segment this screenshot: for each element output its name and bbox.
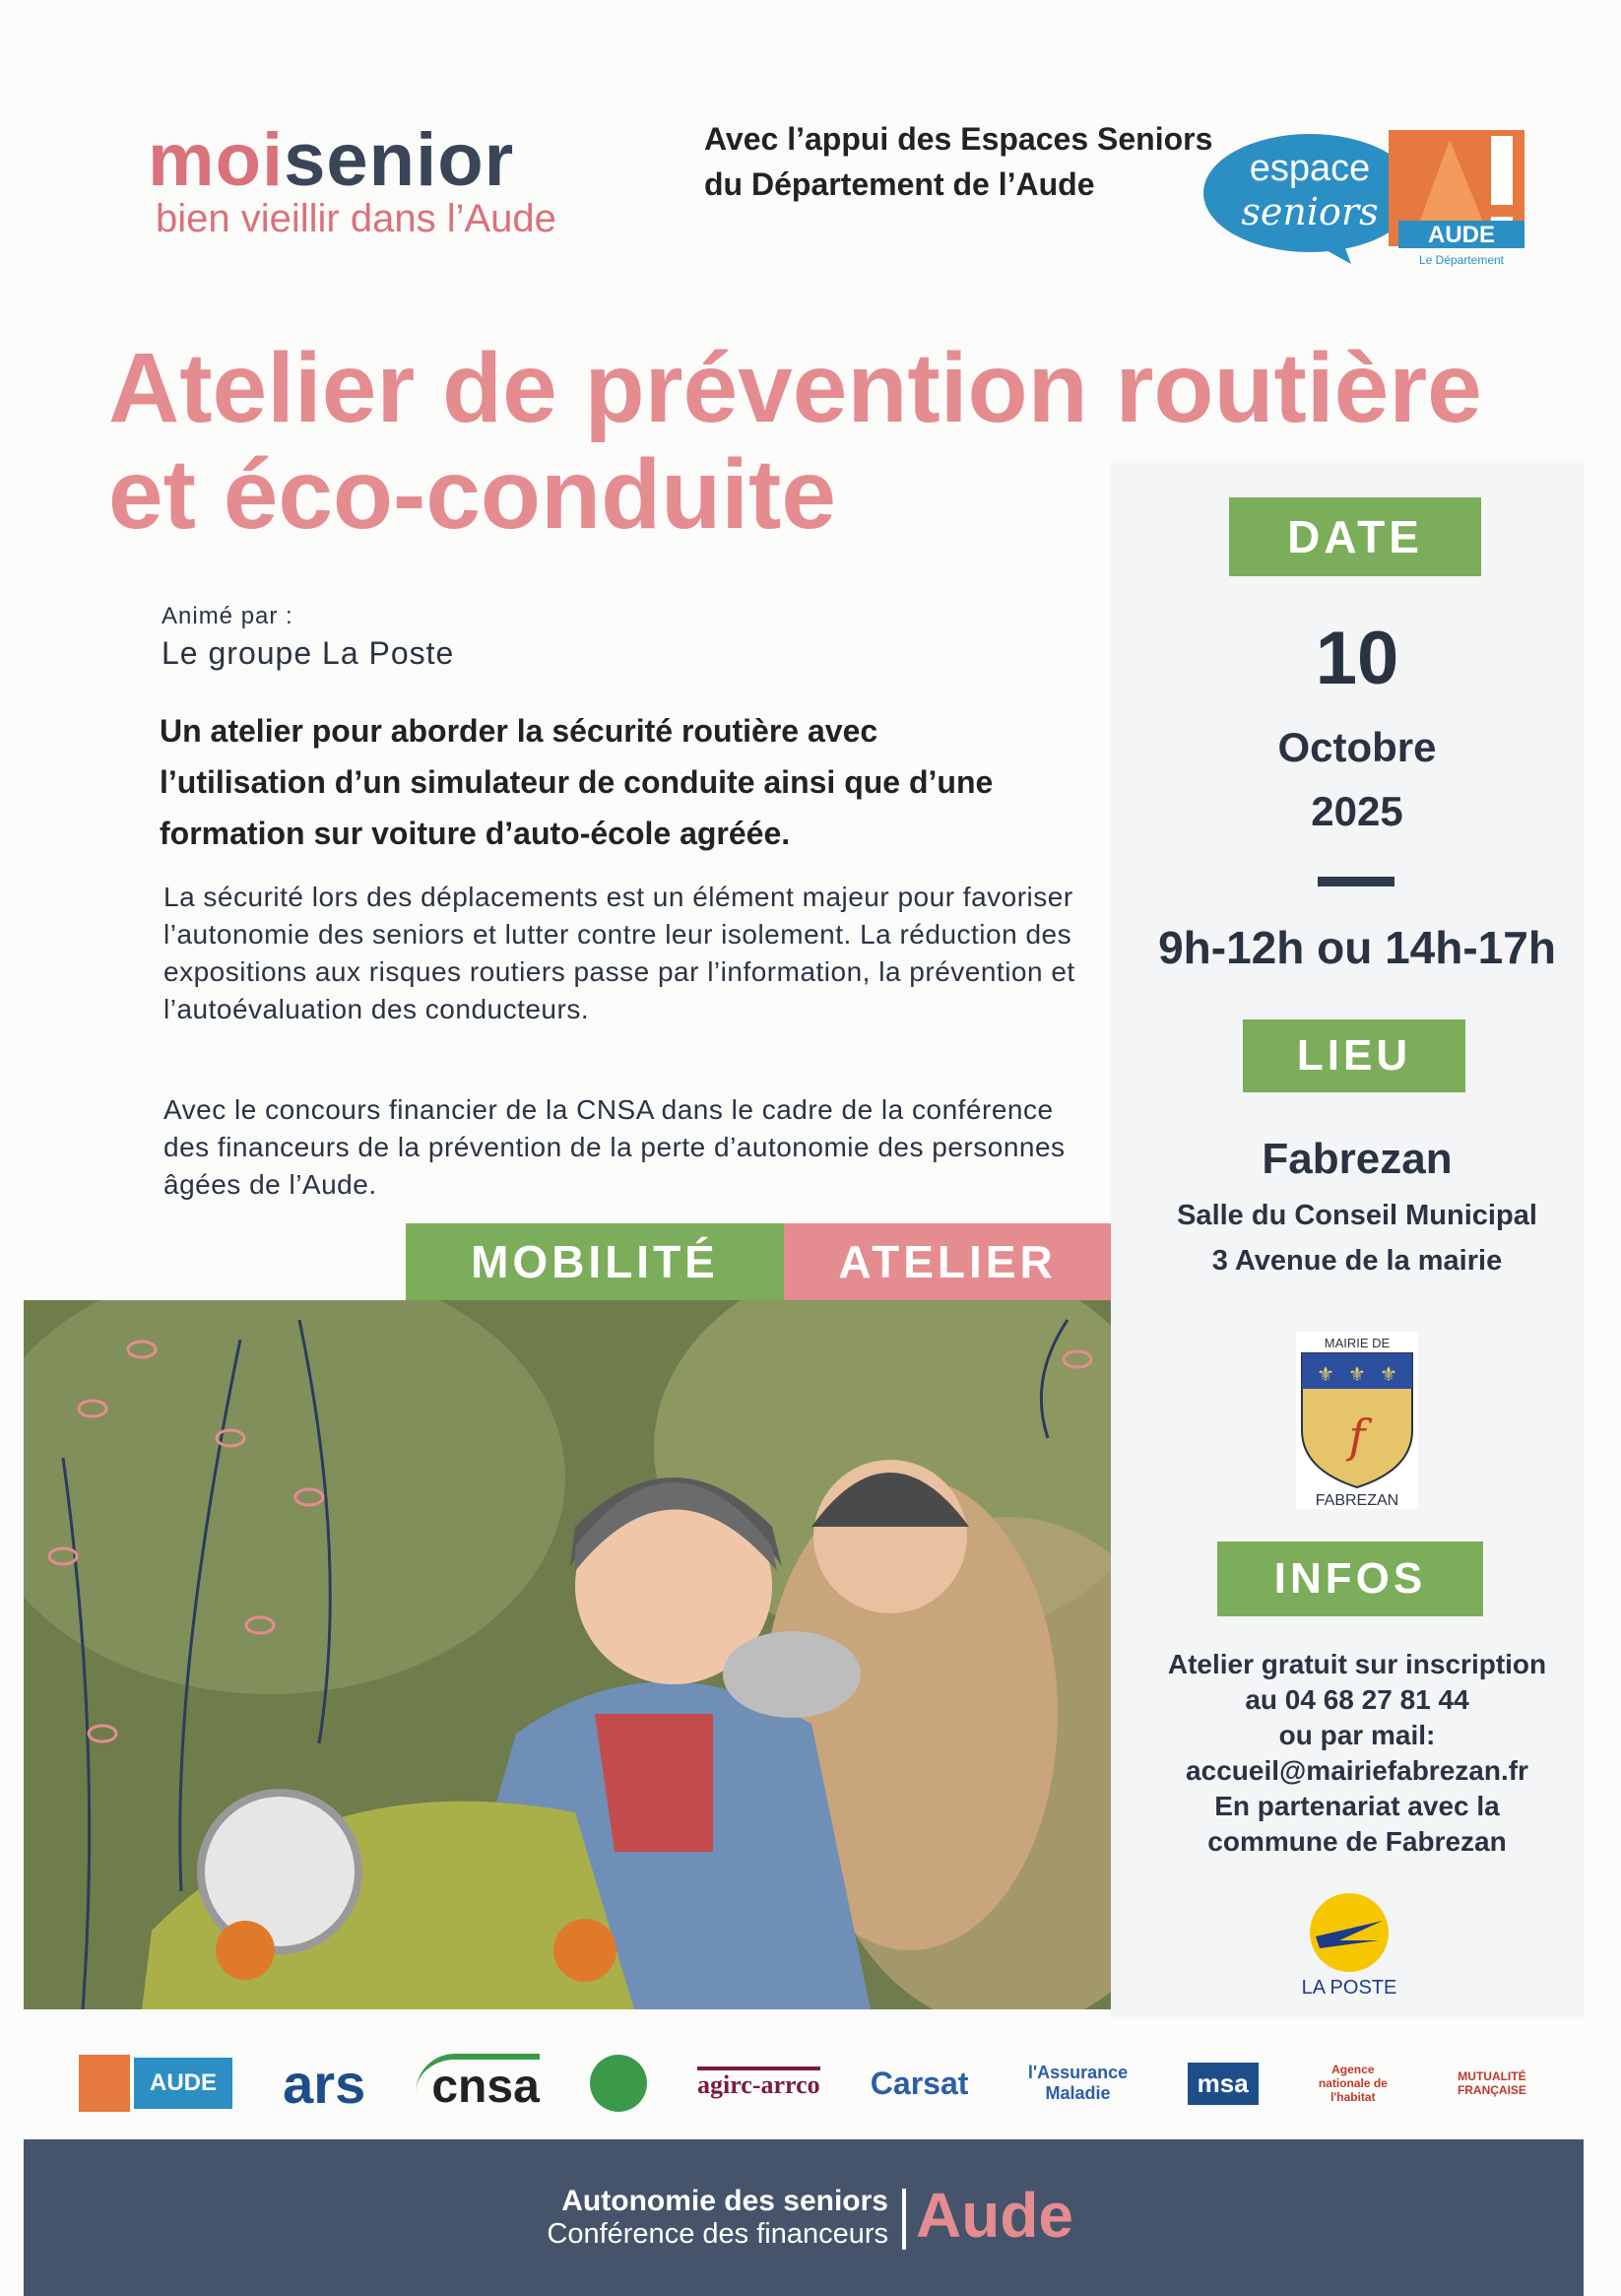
infos-line: Atelier gratuit sur inscription <box>1167 1649 1547 1679</box>
body-paragraph-2: Avec le concours financier de la CNSA dans le cadre de la conférence des financeurs de la prévention de la perte d’autonomie des personnes âgées de l’Aude. <box>163 1094 1066 1200</box>
msa-logo: msa <box>1188 2063 1259 2105</box>
animator-name: Le groupe La Poste <box>162 635 455 671</box>
support-line-2: du Département de l’Aude <box>704 166 1095 202</box>
lieu-address: 3 Avenue de la mairie <box>1211 1245 1503 1277</box>
infos-line: commune de Fabrezan <box>1207 1826 1507 1857</box>
bien-vieillir-logo <box>590 2055 647 2112</box>
infos-line: ou par mail: <box>1278 1720 1436 1750</box>
lead-paragraph: Un atelier pour aborder la sécurité routière avec l’utilisation d’un simulateur de conduite ainsi que d’une formation sur voiture d’auto-école agréée. <box>160 713 994 851</box>
espace-logo-aude-sub: Le Département <box>1418 253 1505 267</box>
ars-logo: ars <box>283 2052 366 2115</box>
fabrezan-crest-icon <box>1296 1332 1418 1509</box>
svg-text:⚜: ⚜ <box>1348 1364 1366 1386</box>
hero-photo-seniors-scooter <box>24 1300 1111 2009</box>
brand-tagline: bien vieillir dans l’Aude <box>156 197 556 240</box>
brand-moi: moi <box>148 118 285 202</box>
infos-line: En partenariat avec la <box>1214 1791 1500 1821</box>
carsat-logo: Carsat <box>870 2065 969 2101</box>
lieu-room: Salle du Conseil Municipal <box>1177 1200 1537 1231</box>
la-poste-label: LA POSTE <box>1301 1977 1397 1999</box>
tag-mobilite: MOBILITÉ <box>406 1223 784 1300</box>
espace-logo-line2: seniors <box>1241 190 1379 233</box>
support-text <box>704 116 1212 207</box>
footer-divider <box>902 2189 906 2250</box>
cnsa-logo: cnsa <box>416 2054 539 2114</box>
assurance-maladie-logo: l'Assurance Maladie <box>1027 2063 1129 2103</box>
infos-label: INFOS <box>1217 1542 1483 1616</box>
body-paragraph-1: La sécurité lors des déplacements est un élément majeur pour favoriser l’autonomie des seniors et lutter contre leur isolement. La réduction des expositions aux risques routiers passe par l’information, la prévention et l’autoévaluation des conducteurs. <box>163 882 1075 1024</box>
lieu-city: Fabrezan <box>1262 1135 1453 1183</box>
title-line-1: Atelier de prévention routière <box>108 333 1482 443</box>
date-year: 2025 <box>1311 788 1403 834</box>
mutualite-francaise-logo: MUTUALITÉ FRANÇAISE <box>1457 2069 1526 2097</box>
agirc-arrco-logo: agirc-arrco <box>697 2066 820 2100</box>
infos-email-link[interactable]: accueil@mairiefabrezan.fr <box>1186 1755 1528 1786</box>
aude-logo <box>79 2055 232 2112</box>
espace-seniors-logo <box>1203 126 1528 274</box>
infos-text <box>1111 1647 1603 1860</box>
footer-autonomie: Autonomie des seniors <box>561 2185 888 2217</box>
anah-logo: Agence nationale de l'habitat <box>1318 2063 1388 2104</box>
espace-logo-aude: AUDE <box>1427 222 1496 248</box>
date-hours: 9h-12h ou 14h-17h <box>1158 922 1556 973</box>
footer-aude: Aude <box>916 2180 1073 2251</box>
svg-text:⚜: ⚜ <box>1380 1364 1397 1386</box>
partner-aude-text: AUDE <box>134 2058 232 2109</box>
svg-text:⚜: ⚜ <box>1317 1364 1334 1386</box>
crest-letter: f <box>1348 1410 1366 1463</box>
date-divider <box>1318 877 1394 886</box>
partner-logos <box>79 2039 1536 2128</box>
brand-senior: senior <box>284 118 515 202</box>
crest-bottom-text: FABREZAN <box>1315 1492 1399 1509</box>
support-line-1: Avec l’appui des Espaces Seniors <box>704 121 1213 157</box>
date-month: Octobre <box>1277 724 1437 770</box>
title-line-2: et éco-conduite <box>108 439 836 550</box>
lieu-label: LIEU <box>1243 1019 1465 1092</box>
tag-atelier: ATELIER <box>784 1223 1111 1300</box>
animator-label: Animé par : <box>162 603 293 629</box>
date-label: DATE <box>1229 497 1481 576</box>
brand-logo <box>148 118 515 202</box>
date-day: 10 <box>1315 617 1399 700</box>
crest-top-text: MAIRIE DE <box>1324 1336 1391 1350</box>
footer-conference: Conférence des financeurs <box>547 2218 888 2250</box>
infos-phone: au 04 68 27 81 44 <box>1245 1684 1469 1715</box>
la-poste-logo <box>1280 1891 1418 2000</box>
espace-logo-line1: espace <box>1249 148 1371 189</box>
